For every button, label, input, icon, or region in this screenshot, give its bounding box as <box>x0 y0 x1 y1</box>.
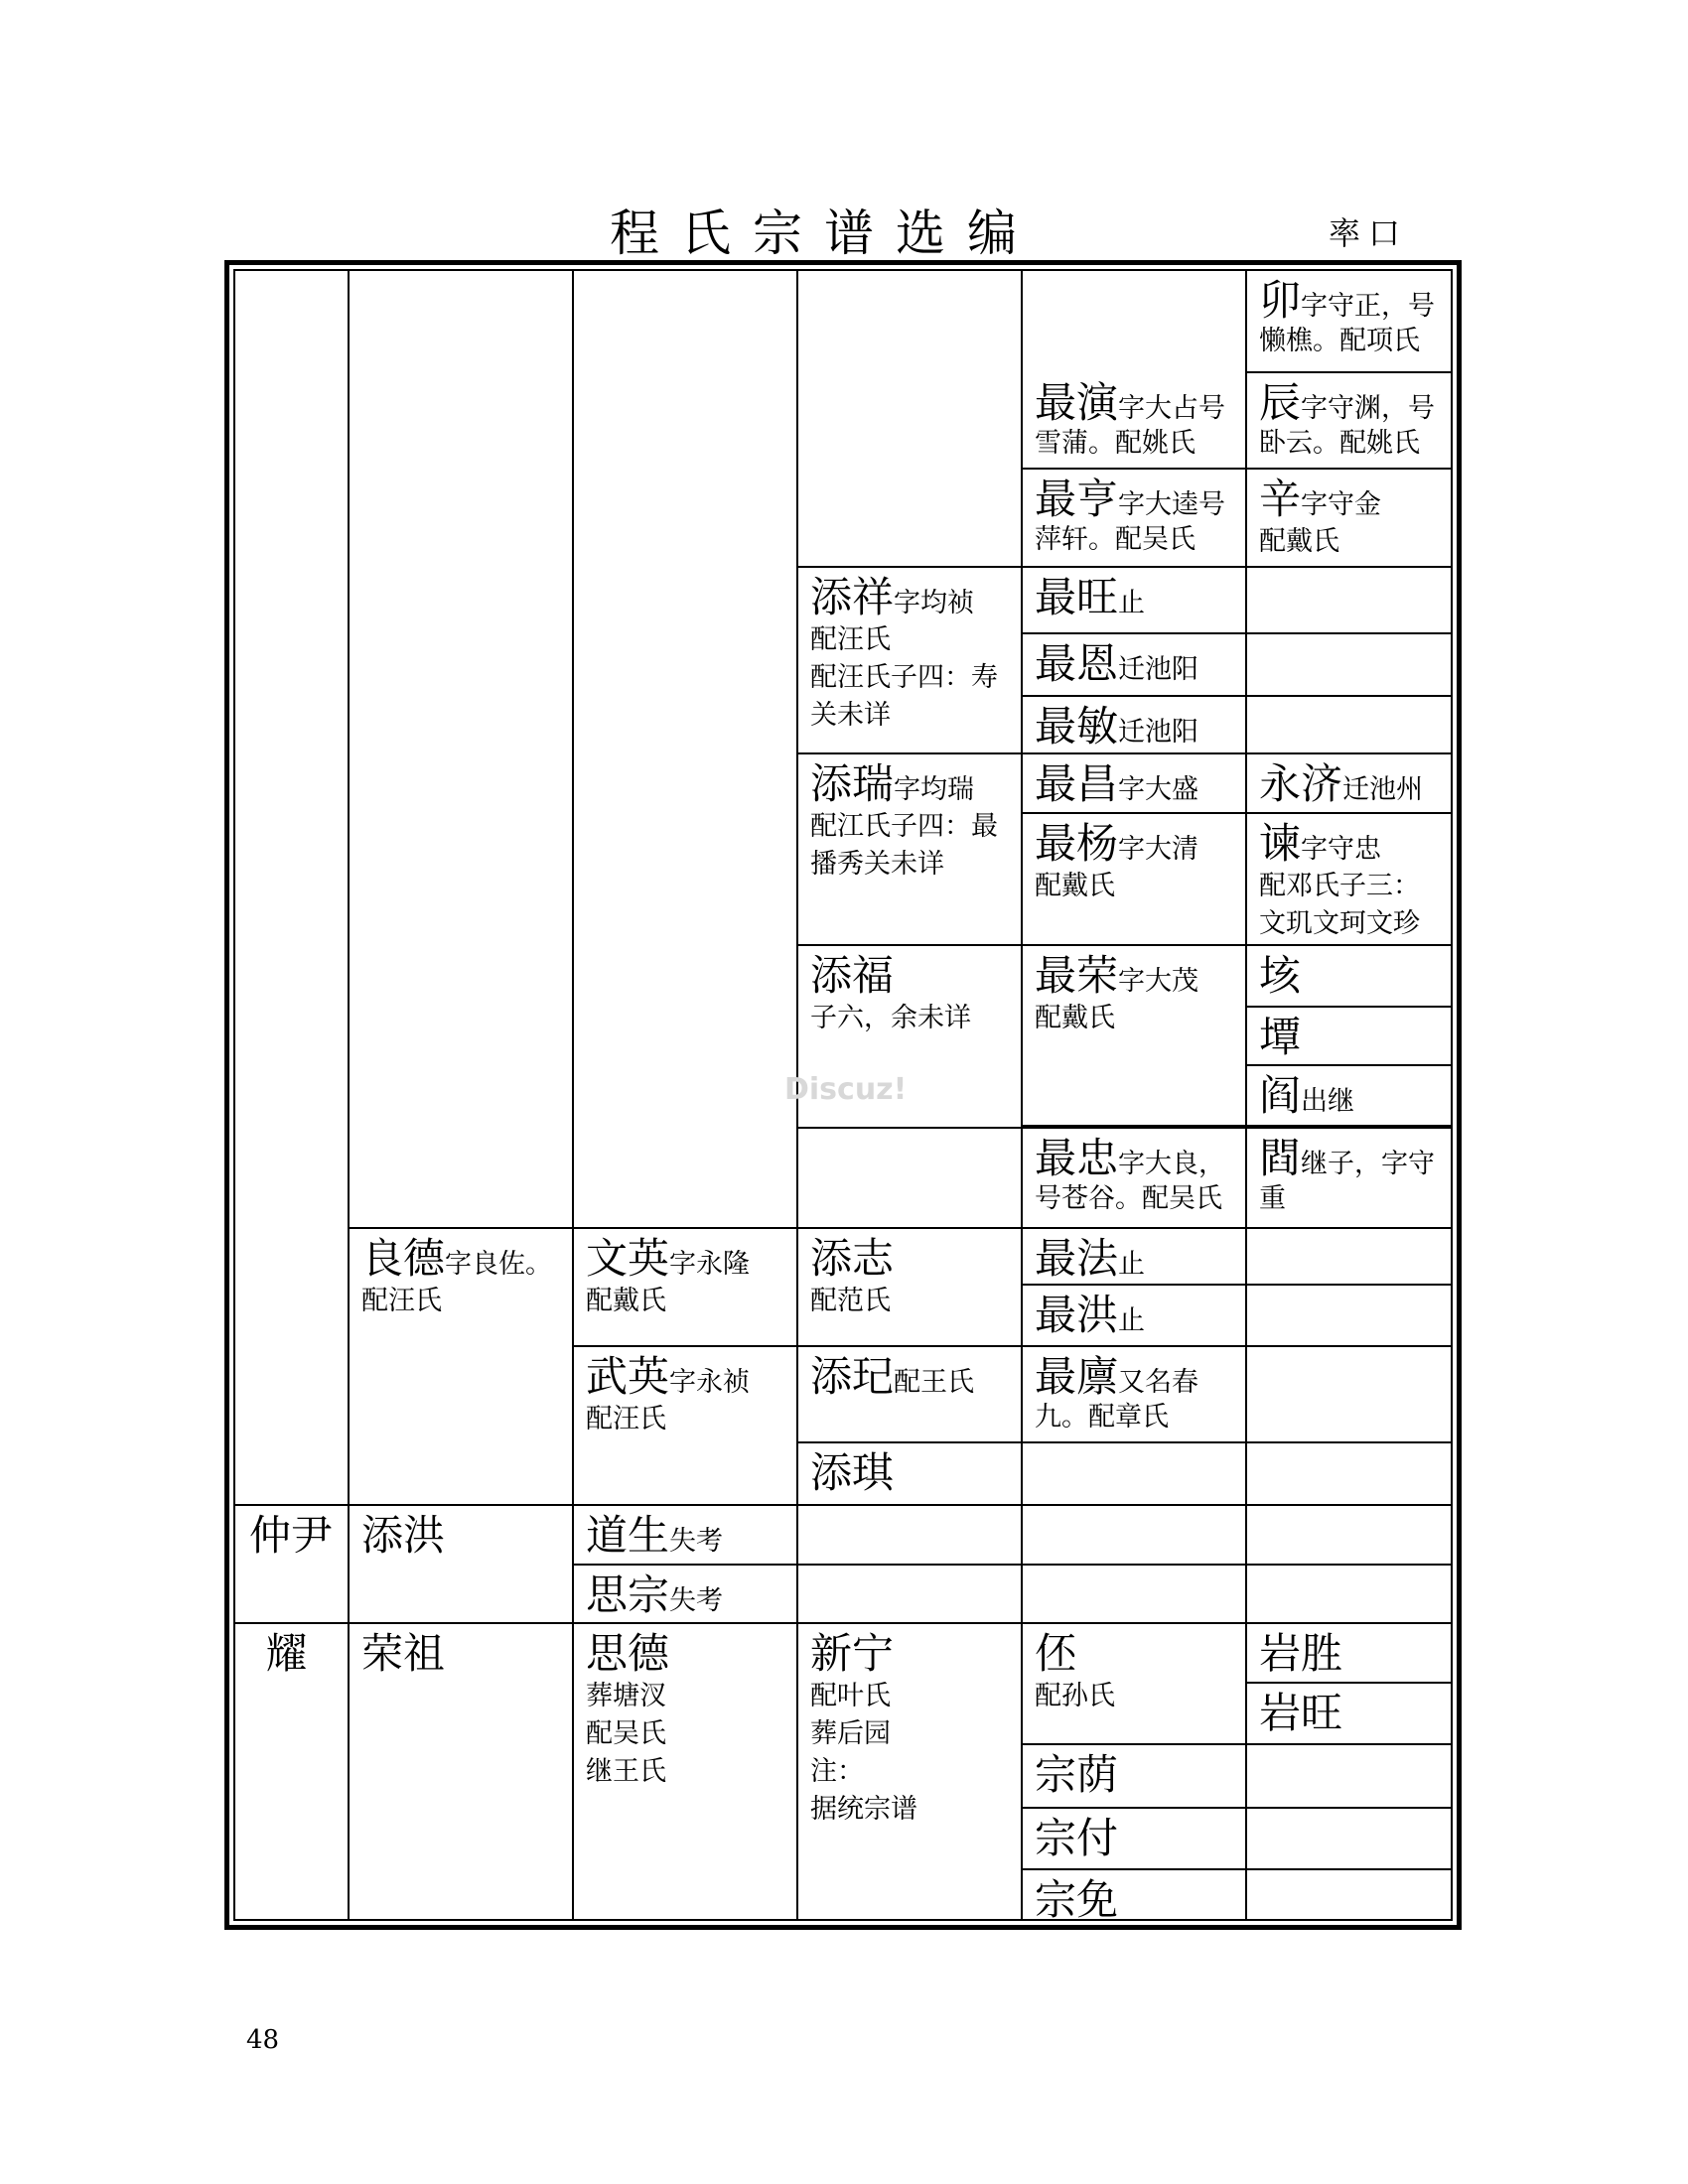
entry-chen: 辰字守渊，号卧云。配姚氏 <box>1259 378 1436 460</box>
entry-tan: 墰 <box>1259 1013 1302 1061</box>
entry-xinning: 新宁 配叶氏 葬后园 注： 据统宗谱 <box>810 1629 917 1825</box>
entry-zongfu: 宗付 <box>1035 1814 1119 1862</box>
entry-wenying: 文英字永隆 配戴氏 <box>586 1234 751 1317</box>
entry-yao: 耀 <box>265 1629 308 1678</box>
entry-zuiwang: 最旺止 <box>1035 573 1146 621</box>
entry-zuilin: 最廪又名春九。配章氏 <box>1035 1352 1199 1433</box>
entry-side: 思德 葬塘汊 配吴氏 继王氏 <box>586 1629 670 1787</box>
entry-tianxiang: 添祥字均祯 配汪氏 配汪氏子四：寿关未详 <box>810 573 998 731</box>
region-label: 率口 <box>1329 214 1409 252</box>
entry-zuiyan: 最演字大占号雪蒲。配姚氏 <box>1035 378 1226 460</box>
entry-pi: 伾 配孙氏 <box>1035 1629 1115 1712</box>
entry-wuying: 武英字永祯 配汪氏 <box>586 1352 751 1435</box>
entry-liangde: 良德字良佐。 配汪氏 <box>361 1234 553 1317</box>
entry-tianfu: 添福 子六，余未详 <box>810 951 971 1034</box>
entry-tianqi: 添琪 <box>810 1448 895 1497</box>
entry-yansheng: 岩胜 <box>1259 1629 1343 1678</box>
entry-rongzu: 荣祖 <box>361 1629 446 1678</box>
entry-xin: 辛字守金 配戴氏 <box>1259 475 1382 558</box>
entry-zuichang: 最昌字大盛 <box>1035 759 1199 808</box>
entry-zuifa: 最法止 <box>1035 1234 1146 1283</box>
entry-gai: 垓 <box>1259 951 1302 1000</box>
watermark: Discuz! <box>784 1072 908 1107</box>
entry-zuizhong: 最忠字大良，号苍谷。配吴氏 <box>1035 1134 1226 1215</box>
entry-tianzhi: 添志 配范氏 <box>810 1234 895 1317</box>
entry-daosheng: 道生失考 <box>586 1511 724 1560</box>
entry-yongji: 永济迁池州 <box>1259 759 1424 808</box>
entry-zongmian: 宗免 <box>1035 1875 1119 1924</box>
page-number: 48 <box>246 2025 280 2055</box>
entry-tianhong: 添洪 <box>361 1511 446 1560</box>
entry-zuirong: 最荣字大茂 配戴氏 <box>1035 951 1199 1034</box>
entry-yan: 阎出继 <box>1259 1071 1355 1120</box>
entry-zuimin: 最敏迁池阳 <box>1035 702 1199 751</box>
entry-tianrui: 添瑞字均瑞 配江氏子四：最播秀关未详 <box>810 759 998 881</box>
entry-yan2: 閰继子，字守重 <box>1259 1134 1436 1215</box>
entry-tianji: 添玘配王氏 <box>810 1352 975 1401</box>
entry-sizong: 思宗失考 <box>586 1570 724 1619</box>
entry-zongyin: 宗荫 <box>1035 1750 1119 1799</box>
entry-su: 谏字守忠 配邓氏子三：文玑文珂文珍 <box>1259 819 1420 940</box>
entry-zuien: 最恩迁池阳 <box>1035 639 1199 688</box>
row-divider <box>1021 1125 1453 1127</box>
entry-zuiyang: 最杨字大清 配戴氏 <box>1035 819 1199 902</box>
entry-mao: 卯字守正，号懒樵。配项氏 <box>1259 276 1436 357</box>
entry-zhongyin: 仲尹 <box>249 1511 334 1560</box>
entry-zuiheng: 最亨字大逵号萍轩。配吴氏 <box>1035 475 1226 556</box>
page-title: 程氏宗谱选编 <box>610 205 1039 262</box>
entry-zuihong: 最洪止 <box>1035 1291 1146 1339</box>
entry-yanwang: 岩旺 <box>1259 1689 1343 1737</box>
